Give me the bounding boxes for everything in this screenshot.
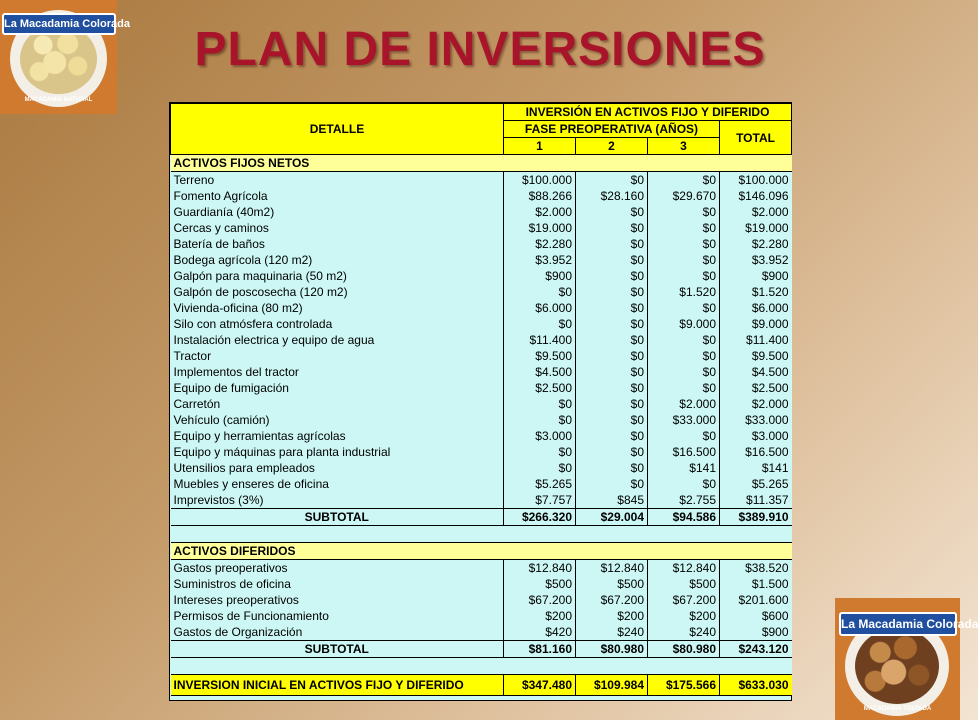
row-value-year-1: $0 <box>504 444 576 460</box>
row-label: Permisos de Funcionamiento <box>171 608 504 624</box>
row-label: Terreno <box>171 172 504 189</box>
row-value-year-1: $500 <box>504 576 576 592</box>
row-value-year-3: $0 <box>648 268 720 284</box>
row-value-year-1: $12.840 <box>504 560 576 577</box>
row-value-year-1: $266.320 <box>504 509 576 526</box>
row-value-year-1: $347.480 <box>504 675 576 696</box>
row-label: Muebles y enseres de oficina <box>171 476 504 492</box>
table-row <box>171 348 792 364</box>
row-label: Equipo de fumigación <box>171 380 504 396</box>
row-label: Bodega agrícola (120 m2) <box>171 252 504 268</box>
row-label: Suministros de oficina <box>171 576 504 592</box>
section-activos-fijos <box>171 155 792 172</box>
row-value-total: $243.120 <box>720 641 792 658</box>
row-value-year-2: $0 <box>576 412 648 428</box>
row-value-total: $9.000 <box>720 316 792 332</box>
table-row <box>171 252 792 268</box>
row-label: Batería de baños <box>171 236 504 252</box>
row-value-year-1: $0 <box>504 396 576 412</box>
row-value-year-3: $33.000 <box>648 412 720 428</box>
row-value-year-3: $0 <box>648 476 720 492</box>
row-value-year-3: $0 <box>648 364 720 380</box>
row-value-year-2: $0 <box>576 316 648 332</box>
row-value-total: $16.500 <box>720 444 792 460</box>
row-value-year-2: $0 <box>576 444 648 460</box>
logo-subtitle: MACADAMIA TOSTADA <box>863 706 932 712</box>
row-label: Cercas y caminos <box>171 220 504 236</box>
row-value-year-2: $240 <box>576 624 648 641</box>
row-label: Equipo y máquinas para planta industrial <box>171 444 504 460</box>
row-value-year-3: $141 <box>648 460 720 476</box>
table-row <box>171 492 792 509</box>
row-value-total: $141 <box>720 460 792 476</box>
table-row <box>171 624 792 641</box>
row-value-total: $2.000 <box>720 396 792 412</box>
table-row <box>171 460 792 476</box>
row-label: Intereses preoperativos <box>171 592 504 608</box>
row-value-total: $1.500 <box>720 576 792 592</box>
section-label: ACTIVOS FIJOS NETOS <box>171 155 792 172</box>
row-value-year-2: $0 <box>576 220 648 236</box>
brand-logo-bottom <box>835 598 978 720</box>
header-year-1: 1 <box>504 138 576 155</box>
table-row <box>171 284 792 300</box>
row-value-total: $100.000 <box>720 172 792 189</box>
row-value-year-2: $0 <box>576 172 648 189</box>
row-value-total: $201.600 <box>720 592 792 608</box>
row-value-year-3: $2.000 <box>648 396 720 412</box>
row-value-year-2: $0 <box>576 428 648 444</box>
row-value-year-2: $109.984 <box>576 675 648 696</box>
row-value-year-3: $0 <box>648 332 720 348</box>
row-value-year-3: $0 <box>648 172 720 189</box>
row-value-year-2: $0 <box>576 364 648 380</box>
section-activos-diferidos <box>171 543 792 560</box>
row-value-year-2: $80.980 <box>576 641 648 658</box>
row-value-year-1: $7.757 <box>504 492 576 509</box>
row-value-year-2: $0 <box>576 284 648 300</box>
row-value-total: $900 <box>720 268 792 284</box>
row-value-year-2: $200 <box>576 608 648 624</box>
row-value-year-3: $0 <box>648 252 720 268</box>
header-phase: FASE PREOPERATIVA (AÑOS) <box>504 121 720 138</box>
page-title: PLAN DE INVERSIONES <box>194 23 766 76</box>
row-value-total: $6.000 <box>720 300 792 316</box>
row-value-year-1: $6.000 <box>504 300 576 316</box>
header-year-2: 2 <box>576 138 648 155</box>
row-label: Equipo y herramientas agrícolas <box>171 428 504 444</box>
table-row <box>171 444 792 460</box>
row-value-year-2: $845 <box>576 492 648 509</box>
row-value-year-3: $0 <box>648 348 720 364</box>
table-row <box>171 332 792 348</box>
table-body <box>171 155 792 696</box>
row-value-total: $4.500 <box>720 364 792 380</box>
row-value-year-3: $80.980 <box>648 641 720 658</box>
table-row <box>171 364 792 380</box>
row-value-total: $38.520 <box>720 560 792 577</box>
header-year-3: 3 <box>648 138 720 155</box>
spacer-row <box>171 658 792 675</box>
subtotal-row-fijos <box>171 509 792 526</box>
spacer-cell <box>171 658 792 675</box>
row-value-year-2: $0 <box>576 236 648 252</box>
row-value-year-3: $0 <box>648 428 720 444</box>
row-value-year-3: $67.200 <box>648 592 720 608</box>
row-value-year-1: $0 <box>504 316 576 332</box>
row-label: Utensilios para empleados <box>171 460 504 476</box>
row-value-year-2: $28.160 <box>576 188 648 204</box>
table-row <box>171 608 792 624</box>
table-row <box>171 428 792 444</box>
row-value-year-1: $67.200 <box>504 592 576 608</box>
row-value-year-1: $0 <box>504 412 576 428</box>
row-value-total: $146.096 <box>720 188 792 204</box>
row-value-year-2: $0 <box>576 348 648 364</box>
row-value-year-2: $0 <box>576 380 648 396</box>
header-total: TOTAL <box>720 121 792 155</box>
roasted-macadamia-image <box>855 628 939 704</box>
table-row <box>171 188 792 204</box>
row-value-year-3: $0 <box>648 204 720 220</box>
row-value-year-1: $0 <box>504 284 576 300</box>
row-label: Imprevistos (3%) <box>171 492 504 509</box>
row-value-year-3: $1.520 <box>648 284 720 300</box>
row-value-year-1: $2.500 <box>504 380 576 396</box>
row-value-year-1: $19.000 <box>504 220 576 236</box>
row-value-year-1: $2.000 <box>504 204 576 220</box>
row-value-year-1: $5.265 <box>504 476 576 492</box>
row-value-year-1: $9.500 <box>504 348 576 364</box>
row-value-year-2: $0 <box>576 204 648 220</box>
row-value-year-1: $81.160 <box>504 641 576 658</box>
table-row <box>171 316 792 332</box>
row-label: INVERSION INICIAL EN ACTIVOS FIJO Y DIFERIDO <box>171 675 504 696</box>
row-value-year-3: $500 <box>648 576 720 592</box>
row-value-year-3: $94.586 <box>648 509 720 526</box>
table-row <box>171 476 792 492</box>
row-value-year-2: $0 <box>576 396 648 412</box>
logo-banner: La Macadamia Colorada <box>839 612 957 636</box>
row-value-year-3: $29.670 <box>648 188 720 204</box>
row-label: SUBTOTAL <box>171 641 504 658</box>
row-value-year-3: $2.755 <box>648 492 720 509</box>
row-value-year-1: $200 <box>504 608 576 624</box>
row-value-total: $11.400 <box>720 332 792 348</box>
row-value-total: $2.280 <box>720 236 792 252</box>
table-row <box>171 268 792 284</box>
investment-table <box>170 103 792 696</box>
row-label: Tractor <box>171 348 504 364</box>
row-value-year-3: $9.000 <box>648 316 720 332</box>
investment-table-container <box>169 102 792 701</box>
row-label: Silo con atmósfera controlada <box>171 316 504 332</box>
row-value-year-3: $0 <box>648 300 720 316</box>
row-value-total: $633.030 <box>720 675 792 696</box>
brand-logo-top <box>0 0 130 114</box>
row-value-total: $11.357 <box>720 492 792 509</box>
row-label: Vivienda-oficina (80 m2) <box>171 300 504 316</box>
logo-subtitle: MACADAMIA NATURAL <box>24 97 93 103</box>
row-value-year-2: $0 <box>576 332 648 348</box>
section-label: ACTIVOS DIFERIDOS <box>171 543 792 560</box>
row-label: Guardianía (40m2) <box>171 204 504 220</box>
row-label: Instalación electrica y equipo de agua <box>171 332 504 348</box>
spacer-cell <box>171 526 792 543</box>
table-row <box>171 300 792 316</box>
row-value-year-2: $67.200 <box>576 592 648 608</box>
header-group: INVERSIÓN EN ACTIVOS FIJO Y DIFERIDO <box>504 104 792 121</box>
row-value-total: $2.500 <box>720 380 792 396</box>
row-value-year-3: $0 <box>648 236 720 252</box>
row-value-year-2: $0 <box>576 252 648 268</box>
row-value-year-1: $900 <box>504 268 576 284</box>
table-row <box>171 380 792 396</box>
row-label: Fomento Agrícola <box>171 188 504 204</box>
table-row <box>171 220 792 236</box>
row-value-year-3: $12.840 <box>648 560 720 577</box>
row-value-total: $2.000 <box>720 204 792 220</box>
row-value-total: $9.500 <box>720 348 792 364</box>
row-value-total: $900 <box>720 624 792 641</box>
row-value-year-2: $0 <box>576 460 648 476</box>
row-label: Carretón <box>171 396 504 412</box>
row-value-total: $5.265 <box>720 476 792 492</box>
row-value-year-2: $0 <box>576 300 648 316</box>
row-value-year-3: $16.500 <box>648 444 720 460</box>
table-row <box>171 412 792 428</box>
row-value-total: $3.952 <box>720 252 792 268</box>
row-value-year-1: $2.280 <box>504 236 576 252</box>
table-row <box>171 204 792 220</box>
row-label: Vehículo (camión) <box>171 412 504 428</box>
table-row <box>171 576 792 592</box>
row-value-year-1: $420 <box>504 624 576 641</box>
row-value-year-2: $12.840 <box>576 560 648 577</box>
table-row <box>171 592 792 608</box>
header-detalle: DETALLE <box>171 104 504 155</box>
row-value-total: $1.520 <box>720 284 792 300</box>
table-row <box>171 172 792 189</box>
row-value-year-2: $0 <box>576 476 648 492</box>
subtotal-row-diferidos <box>171 641 792 658</box>
spacer-row <box>171 526 792 543</box>
row-value-year-2: $500 <box>576 576 648 592</box>
row-value-year-1: $0 <box>504 460 576 476</box>
row-value-year-2: $0 <box>576 268 648 284</box>
table-row <box>171 396 792 412</box>
row-value-year-3: $0 <box>648 220 720 236</box>
row-value-year-3: $240 <box>648 624 720 641</box>
row-label: Galpón para maquinaria (50 m2) <box>171 268 504 284</box>
row-value-year-3: $0 <box>648 380 720 396</box>
row-value-year-2: $29.004 <box>576 509 648 526</box>
row-value-total: $3.000 <box>720 428 792 444</box>
row-value-year-1: $3.952 <box>504 252 576 268</box>
row-value-total: $19.000 <box>720 220 792 236</box>
row-value-total: $600 <box>720 608 792 624</box>
row-value-total: $389.910 <box>720 509 792 526</box>
table-header <box>171 104 792 155</box>
row-value-year-3: $175.566 <box>648 675 720 696</box>
row-label: Implementos del tractor <box>171 364 504 380</box>
row-value-year-1: $100.000 <box>504 172 576 189</box>
row-value-year-1: $88.266 <box>504 188 576 204</box>
logo-banner: La Macadamia Colorada <box>2 13 116 35</box>
row-value-year-1: $4.500 <box>504 364 576 380</box>
row-value-year-3: $200 <box>648 608 720 624</box>
grand-total-row <box>171 675 792 696</box>
row-label: Gastos de Organización <box>171 624 504 641</box>
row-label: Galpón de poscosecha (120 m2) <box>171 284 504 300</box>
row-label: Gastos preoperativos <box>171 560 504 577</box>
row-value-year-1: $3.000 <box>504 428 576 444</box>
row-value-year-1: $11.400 <box>504 332 576 348</box>
row-label: SUBTOTAL <box>171 509 504 526</box>
table-row <box>171 236 792 252</box>
row-value-total: $33.000 <box>720 412 792 428</box>
table-row <box>171 560 792 577</box>
